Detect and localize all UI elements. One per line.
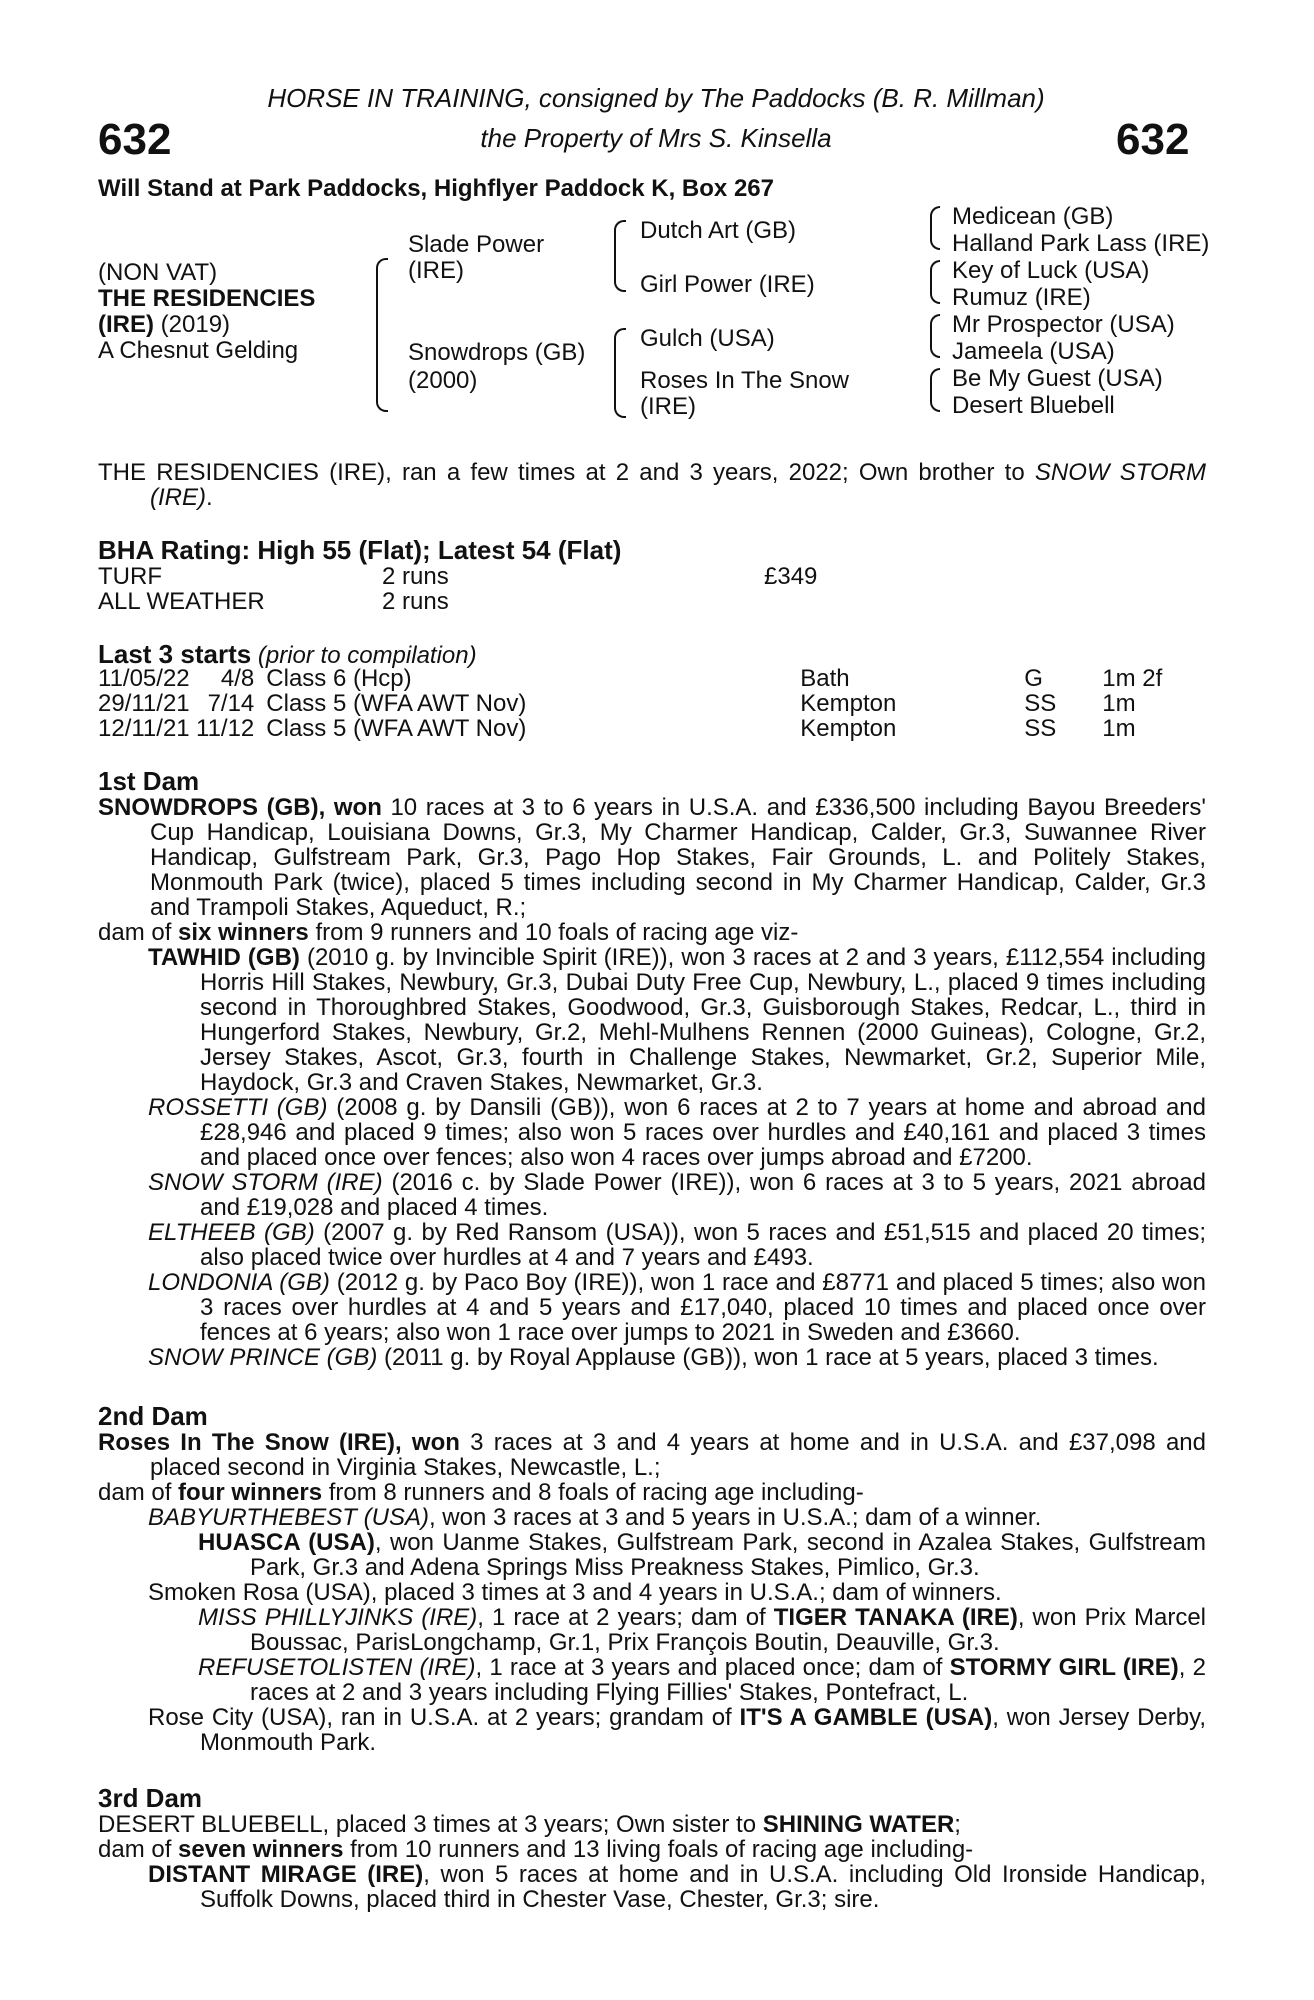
sire-name: Slade Power <box>408 231 545 258</box>
pedigree-brace-main <box>376 258 388 412</box>
first-dam-produce <box>98 920 1206 945</box>
list-item <box>198 1655 1206 1705</box>
list-item <box>148 945 1206 1095</box>
starts-table <box>98 666 1162 741</box>
horse-year: (2019) <box>154 311 231 338</box>
turf-prize: £349 <box>764 563 818 590</box>
consignor-line: HORSE IN TRAINING, consigned by The Paddocks (B. R. Millman) <box>267 83 1045 113</box>
first-dam-won: , won <box>318 794 382 821</box>
damof-text: from 10 runners and 13 living foals of racing age including- <box>343 1836 974 1863</box>
foal-progeny-name: REFUSETOLISTEN (IRE) <box>198 1654 476 1681</box>
damof-text: from 9 runners and 10 foals of racing age viz- <box>308 919 799 946</box>
progeny-text: (2012 g. by Paco Boy (IRE)), won 1 race and £8771 and placed 5 times; also won 3 races over hurdles at 4 and 5 years and £17,040, placed 10 times and placed once over fences at 6 years; also won 1 race over jumps to 2021 in Sweden and £3660. <box>200 1269 1206 1346</box>
start-position: 4/8 <box>220 665 255 692</box>
turf-label: TURF <box>98 563 162 590</box>
grand-progeny-text: , won Jersey Derby, Monmouth Park. <box>200 1704 1206 1756</box>
grand-progeny-name: TIGER TANAKA (IRE) <box>773 1604 1018 1631</box>
start-going: SS <box>1024 690 1057 717</box>
start-distance: 1m <box>1102 690 1136 717</box>
second-dam-name: Roses In The Snow (IRE) <box>98 1429 395 1456</box>
list-item <box>148 1580 1206 1605</box>
progeny-name: LONDONIA (GB) <box>148 1269 330 1296</box>
dam-year: (2000) <box>408 367 478 394</box>
summary-brother: SNOW STORM (IRE) <box>150 459 1206 511</box>
grand-progeny-name: IT'S A GAMBLE (USA) <box>739 1704 993 1731</box>
dam-sire-sire: Mr Prospector (USA) <box>952 311 1175 338</box>
race-summary <box>98 460 1206 510</box>
third-dam-text: DESERT BLUEBELL, placed 3 times at 3 years; Own sister to <box>98 1811 763 1838</box>
last-starts-note: (prior to compilation) <box>257 642 477 669</box>
dam-dam-sire: Be My Guest (USA) <box>952 365 1163 392</box>
start-course: Kempton <box>800 690 897 717</box>
pedigree-brace-dam <box>614 328 626 418</box>
property-line: the Property of Mrs S. Kinsella <box>480 123 832 153</box>
sire-sire-dam: Halland Park Lass (IRE) <box>952 230 1210 257</box>
sire-sire: Dutch Art (GB) <box>640 217 797 244</box>
start-distance: 1m <box>1102 715 1136 742</box>
last-starts-title: Last 3 starts <box>98 639 252 669</box>
start-race: Class 5 (WFA AWT Nov) <box>266 715 527 742</box>
winners-count: four winners <box>178 1479 323 1506</box>
damof-label: dam of <box>98 1479 179 1506</box>
vat-status: (NON VAT) <box>98 259 218 286</box>
aw-runs: 2 runs <box>382 588 449 615</box>
start-date: 29/11/21 <box>98 690 190 717</box>
horse-origin-year <box>98 312 230 337</box>
winners-count: six winners <box>178 919 309 946</box>
start-course: Kempton <box>800 715 897 742</box>
progeny-name: ROSSETTI (GB) <box>148 1094 328 1121</box>
second-dam-section <box>98 1402 1206 1755</box>
progeny-text: (2010 g. by Invincible Spirit (IRE)), won 3 races at 2 and 3 years, £112,554 including Horris Hill Stakes, Newbury, Gr.3, Dubai Duty Free Cup, Newbury, L., placed 9 times including second in Thoroughbred Stakes, Goodwood, Gr.3, Guisborough Stakes, Redcar, L., third in Hungerford Stakes, Newbury, Gr.2, Mehl-Mulhens Rennen (2000 Guineas), Cologne, Gr.2, Jersey Stakes, Ascot, Gr.3, fourth in Challenge Stakes, Newmarket, Gr.2, Superior Mile, Haydock, Gr.3 and Craven Stakes, Newmarket, Gr.3. <box>200 944 1206 1096</box>
start-date: 12/11/21 <box>98 715 190 742</box>
second-dam-heading: 2nd Dam <box>98 1401 208 1431</box>
summary-text: THE RESIDENCIES (IRE), ran a few times at 2 and 3 years, 2022; Own brother to <box>98 459 1035 486</box>
lot-number-right: 632 <box>1116 115 1190 164</box>
turf-runs: 2 runs <box>382 563 449 590</box>
sire-dam: Girl Power (IRE) <box>640 271 815 298</box>
foal-progeny-text: , won Uanme Stakes, Gulfstream Park, second in Azalea Stakes, Gulfstream Park, Gr.3 and Adena Springs Miss Preakness Stakes, Pimlico, Gr.3. <box>250 1529 1206 1581</box>
second-dam-text: 3 races at 3 and 4 years at home and in U.S.A. and £37,098 and placed second in Virginia Stakes, Newcastle, L.; <box>150 1429 1206 1481</box>
list-item <box>198 1605 1206 1655</box>
pedigree-brace-g3 <box>930 314 940 358</box>
progeny-name: TAWHID (GB) <box>148 944 300 971</box>
foal-progeny-name: HUASCA (USA) <box>198 1529 375 1556</box>
bha-rating: BHA Rating: High 55 (Flat); Latest 54 (Flat) <box>98 535 622 565</box>
first-dam-section <box>98 767 1206 1370</box>
lot-number-left: 632 <box>98 115 172 164</box>
list-item <box>148 1220 1206 1270</box>
foal-text: , won 3 races at 3 and 5 years in U.S.A.; dam of a winner. <box>428 1504 1042 1531</box>
start-race: Class 6 (Hcp) <box>266 665 412 692</box>
list-item <box>148 1505 1206 1530</box>
horse-description: A Chesnut Gelding <box>98 337 299 364</box>
list-item <box>148 1095 1206 1170</box>
aw-label: ALL WEATHER <box>98 588 265 615</box>
progeny-text: (2007 g. by Red Ransom (USA)), won 5 races and £51,515 and placed 20 times; also placed twice over hurdles at 4 and 7 years and £493. <box>200 1219 1207 1271</box>
dam-name: Snowdrops (GB) <box>408 339 586 366</box>
start-date: 11/05/22 <box>98 665 190 692</box>
pedigree-brace-g2 <box>930 260 940 304</box>
second-dam-won: , won <box>395 1429 460 1456</box>
sire-origin: (IRE) <box>408 257 464 284</box>
start-going: G <box>1024 665 1043 692</box>
progeny-name: DISTANT MIRAGE (IRE) <box>148 1861 424 1888</box>
progeny-name: SNOW STORM (IRE) <box>148 1169 383 1196</box>
sire-dam-sire: Key of Luck (USA) <box>952 257 1150 284</box>
table-row <box>98 691 1162 716</box>
dam-sire-dam: Jameela (USA) <box>952 338 1115 365</box>
damof-label: dam of <box>98 919 179 946</box>
table-row <box>98 666 1162 691</box>
foal-text: Rose City (USA), ran in U.S.A. at 2 years; grandam of <box>148 1704 740 1731</box>
start-race: Class 5 (WFA AWT Nov) <box>266 690 527 717</box>
dam-dam-dam: Desert Bluebell <box>952 392 1115 419</box>
second-dam-record <box>98 1430 1206 1480</box>
horse-name: THE RESIDENCIES <box>98 285 316 312</box>
progeny-text: , won 5 races at home and in U.S.A. including Old Ironside Handicap, Suffolk Downs, placed third in Chester Vase, Chester, Gr.3; sire. <box>200 1861 1206 1913</box>
dam-sire: Gulch (USA) <box>640 325 775 352</box>
list-item <box>148 1862 1206 1912</box>
grand-progeny-name: STORMY GIRL (IRE) <box>949 1654 1179 1681</box>
winners-count: seven winners <box>178 1836 344 1863</box>
third-dam-record <box>98 1812 1206 1837</box>
list-item <box>198 1530 1206 1580</box>
start-going: SS <box>1024 715 1057 742</box>
sire-dam-dam: Rumuz (IRE) <box>952 284 1091 311</box>
progeny-text: (2011 g. by Royal Applause (GB)), won 1 race at 5 years, placed 3 times. <box>377 1344 1159 1371</box>
list-item <box>148 1270 1206 1345</box>
second-dam-produce <box>98 1480 1206 1505</box>
grand-progeny-text: , 2 races at 2 and 3 years including Flying Fillies' Stakes, Pontefract, L. <box>250 1654 1207 1706</box>
progeny-text: (2016 c. by Slade Power (IRE)), won 6 races at 3 to 5 years, 2021 abroad and £19,028 and placed 4 times. <box>200 1169 1206 1221</box>
list-item <box>148 1345 1206 1370</box>
pedigree-brace-g4 <box>930 368 940 412</box>
progeny-name: SNOW PRINCE (GB) <box>148 1344 378 1371</box>
foal-progeny-text: , 1 race at 2 years; dam of <box>477 1604 774 1631</box>
third-dam-produce <box>98 1837 1206 1862</box>
progeny-text: (2008 g. by Dansili (GB)), won 6 races at 2 to 7 years at home and abroad and £28,946 and placed 9 times; also won 5 races over hurdles and £40,161 and placed 3 times and placed once over fences; also won 4 races over jumps abroad and £7200. <box>200 1094 1206 1171</box>
start-position: 7/14 <box>207 690 255 717</box>
horse-origin: (IRE) <box>98 311 154 338</box>
first-dam-record <box>98 795 1206 920</box>
grand-progeny-text: , won Prix Marcel Boussac, ParisLongchamp, Gr.1, Prix François Boutin, Deauville, Gr.3. <box>250 1604 1207 1656</box>
third-dam-sister: SHINING WATER <box>762 1811 955 1838</box>
dam-dam-origin: (IRE) <box>640 393 696 420</box>
sire-sire-sire: Medicean (GB) <box>952 203 1114 230</box>
pedigree-brace-g1 <box>930 206 940 250</box>
first-dam-name: SNOWDROPS (GB) <box>98 794 319 821</box>
pedigree-brace-sire <box>614 220 626 292</box>
table-row <box>98 716 1162 741</box>
stand-location: Will Stand at Park Paddocks, Highflyer Paddock K, Box 267 <box>98 175 774 202</box>
first-dam-text: 10 races at 3 to 6 years in U.S.A. and £336,500 including Bayou Breeders' Cup Handicap, Louisiana Downs, Gr.3, My Charmer Handicap, Calder, Gr.3, Suwannee River Handicap, Gulfstream Park, Gr.3, Pago Hop Stakes, Fair Grounds, L. and Politely Stakes, Monmouth Park (twice), placed 5 times including second in My Charmer Handicap, Calder, Gr.3 and Trampoli Stakes, Aqueduct, R.; <box>150 794 1206 921</box>
start-distance: 1m 2f <box>1102 665 1163 692</box>
foal-progeny-name: MISS PHILLYJINKS (IRE) <box>198 1604 478 1631</box>
start-course: Bath <box>800 665 850 692</box>
damof-text: from 8 runners and 8 foals of racing age including- <box>322 1479 864 1506</box>
foal-text: Smoken Rosa (USA), placed 3 times at 3 and 4 years in U.S.A.; dam of winners. <box>148 1579 1002 1606</box>
list-item <box>148 1170 1206 1220</box>
progeny-name: ELTHEEB (GB) <box>148 1219 315 1246</box>
summary-end: . <box>206 484 213 511</box>
foal-progeny-text: , 1 race at 3 years and placed once; dam of <box>475 1654 950 1681</box>
dam-dam: Roses In The Snow <box>640 367 850 394</box>
list-item <box>148 1705 1206 1755</box>
damof-label: dam of <box>98 1836 179 1863</box>
first-dam-heading: 1st Dam <box>98 766 200 796</box>
last-starts-heading <box>98 640 477 668</box>
foal-name: BABYURTHEBEST (USA) <box>148 1504 429 1531</box>
start-position: 11/12 <box>196 715 255 742</box>
third-dam-semi: ; <box>954 1811 961 1838</box>
third-dam-section <box>98 1784 1206 1912</box>
third-dam-heading: 3rd Dam <box>98 1783 203 1813</box>
